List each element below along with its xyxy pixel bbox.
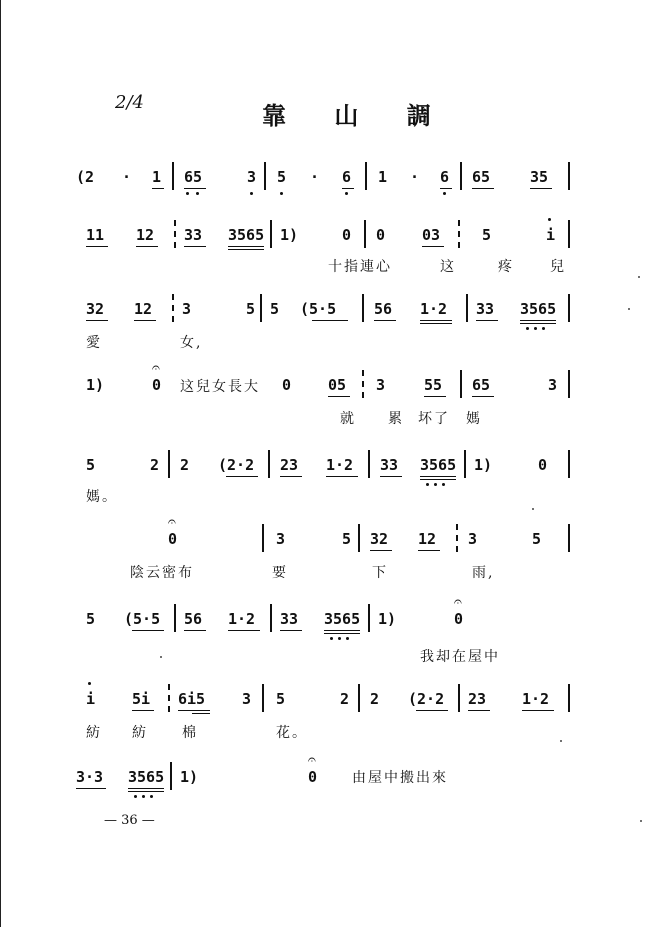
page-title: 靠 山 調 bbox=[262, 101, 451, 130]
barline bbox=[362, 370, 364, 398]
note: 3565 bbox=[520, 300, 557, 318]
note: 2 bbox=[180, 456, 190, 474]
lyric: 要 bbox=[272, 565, 288, 581]
note: 55 bbox=[424, 376, 443, 394]
barline bbox=[170, 762, 172, 790]
lyric: 棉 bbox=[182, 725, 198, 741]
time-signature: 2/4 bbox=[115, 92, 144, 113]
barline bbox=[172, 162, 174, 190]
note: (2·2 bbox=[218, 456, 255, 474]
barline bbox=[568, 162, 570, 190]
lyric: 下 bbox=[372, 565, 388, 581]
lyric: 陰云密布 bbox=[130, 565, 194, 581]
barline bbox=[358, 524, 360, 552]
note: 5 bbox=[532, 530, 542, 548]
barline bbox=[174, 220, 176, 248]
note: 6i5 bbox=[178, 690, 206, 708]
note: 3 bbox=[182, 300, 192, 318]
note: 3565 bbox=[420, 456, 457, 474]
note: i bbox=[86, 690, 96, 708]
note: 12 bbox=[136, 226, 155, 244]
barline bbox=[172, 294, 174, 322]
barline bbox=[464, 450, 466, 478]
notation-line-5 bbox=[72, 456, 572, 488]
note: 5 bbox=[482, 226, 492, 244]
barline bbox=[365, 162, 367, 190]
lyric: 坏了 bbox=[418, 411, 450, 427]
barline bbox=[568, 684, 570, 712]
notation-line-1 bbox=[72, 168, 572, 200]
note: (2 bbox=[76, 168, 95, 186]
note: 6 bbox=[342, 168, 352, 186]
note: 1) bbox=[474, 456, 493, 474]
lyric: 累 bbox=[388, 411, 404, 427]
note: 3 bbox=[247, 168, 257, 186]
note: 3 bbox=[468, 530, 478, 548]
note: 3 bbox=[548, 376, 558, 394]
note: · bbox=[410, 168, 420, 186]
lyric: 媽 bbox=[466, 411, 482, 427]
barline bbox=[268, 450, 270, 478]
note: 6 bbox=[440, 168, 450, 186]
note: (5·5 bbox=[124, 610, 161, 628]
barline bbox=[456, 524, 458, 552]
lyric: 疼 bbox=[498, 259, 514, 275]
note: 5 bbox=[276, 690, 286, 708]
note: 3 bbox=[276, 530, 286, 548]
fermata-icon: 𝄐 bbox=[454, 594, 462, 610]
notation-line-3 bbox=[72, 300, 572, 332]
lyric: 愛 bbox=[86, 335, 102, 351]
note: 1) bbox=[378, 610, 397, 628]
lyric: 就 bbox=[340, 411, 356, 427]
note: 05 bbox=[328, 376, 347, 394]
note: 5i bbox=[132, 690, 151, 708]
barline bbox=[260, 294, 262, 322]
note: 32 bbox=[370, 530, 389, 548]
note: 33 bbox=[380, 456, 399, 474]
note: 56 bbox=[374, 300, 393, 318]
notation-line-7 bbox=[72, 594, 572, 642]
note: 3 bbox=[376, 376, 386, 394]
note: 56 bbox=[184, 610, 203, 628]
note: 0 bbox=[168, 530, 178, 548]
note: 5 bbox=[246, 300, 256, 318]
lyric: 这 bbox=[440, 259, 456, 275]
barline bbox=[368, 604, 370, 632]
lyric: 由屋中搬出來 bbox=[352, 770, 448, 786]
note: 0 bbox=[342, 226, 352, 244]
note: 12 bbox=[134, 300, 153, 318]
lyric-inline: 这兒女長大 bbox=[180, 379, 260, 395]
note: 0 bbox=[538, 456, 548, 474]
notation-line-4 bbox=[72, 360, 572, 408]
note: (2·2 bbox=[408, 690, 445, 708]
barline bbox=[568, 294, 570, 322]
note: 1) bbox=[280, 226, 299, 244]
note: 03 bbox=[422, 226, 441, 244]
note: 1 bbox=[378, 168, 388, 186]
note: 65 bbox=[472, 376, 491, 394]
note: 5 bbox=[342, 530, 352, 548]
note: 2 bbox=[340, 690, 350, 708]
note: 5 bbox=[277, 168, 287, 186]
note: · bbox=[122, 168, 132, 186]
note: 1) bbox=[86, 376, 105, 394]
note: 3 bbox=[242, 690, 252, 708]
fermata-icon: 𝄐 bbox=[168, 514, 176, 530]
note: 0 bbox=[308, 768, 318, 786]
page-number: — 36 — bbox=[104, 813, 155, 828]
note: 3565 bbox=[228, 226, 265, 244]
note: 0 bbox=[152, 376, 162, 394]
barline bbox=[460, 162, 462, 190]
note: 0 bbox=[282, 376, 292, 394]
note: 1) bbox=[180, 768, 199, 786]
note: 2 bbox=[370, 690, 380, 708]
note: 33 bbox=[280, 610, 299, 628]
fermata-icon: 𝄐 bbox=[152, 360, 160, 376]
page-edge bbox=[0, 0, 1, 927]
notation-line-9 bbox=[72, 752, 572, 800]
note: (5·5 bbox=[300, 300, 337, 318]
note: · bbox=[310, 168, 320, 186]
note: 1·2 bbox=[228, 610, 256, 628]
note: i bbox=[546, 226, 556, 244]
barline bbox=[458, 684, 460, 712]
barline bbox=[364, 220, 366, 248]
note: 1·2 bbox=[522, 690, 550, 708]
note: 5 bbox=[86, 456, 96, 474]
note: 23 bbox=[468, 690, 487, 708]
barline bbox=[458, 220, 460, 248]
note: 0 bbox=[376, 226, 386, 244]
barline bbox=[568, 524, 570, 552]
barline bbox=[368, 450, 370, 478]
fermata-icon: 𝄐 bbox=[308, 752, 316, 768]
note: 3·3 bbox=[76, 768, 104, 786]
lyric: 兒 bbox=[550, 259, 566, 275]
note: 1·2 bbox=[420, 300, 448, 318]
barline bbox=[262, 524, 264, 552]
lyric: 媽。 bbox=[86, 489, 118, 505]
lyric: 雨, bbox=[472, 565, 495, 581]
lyric: 我却在屋中 bbox=[420, 649, 500, 665]
lyric: 女, bbox=[180, 335, 203, 351]
note: 32 bbox=[86, 300, 105, 318]
note: 11 bbox=[86, 226, 105, 244]
barline bbox=[568, 220, 570, 248]
notation-line-2 bbox=[72, 226, 572, 258]
note: 1 bbox=[152, 168, 162, 186]
note: 5 bbox=[270, 300, 280, 318]
note: 3565 bbox=[128, 768, 165, 786]
barline bbox=[262, 684, 264, 712]
note: 3565 bbox=[324, 610, 361, 628]
note: 1·2 bbox=[326, 456, 354, 474]
note: 65 bbox=[472, 168, 491, 186]
note: 35 bbox=[530, 168, 549, 186]
note: 33 bbox=[476, 300, 495, 318]
note: 65 bbox=[184, 168, 203, 186]
note: 33 bbox=[184, 226, 203, 244]
barline bbox=[264, 162, 266, 190]
barline bbox=[362, 294, 364, 322]
note: 23 bbox=[280, 456, 299, 474]
barline bbox=[466, 294, 468, 322]
barline bbox=[270, 604, 272, 632]
note: 12 bbox=[418, 530, 437, 548]
barline bbox=[460, 370, 462, 398]
lyric: 花。 bbox=[276, 725, 308, 741]
barline bbox=[358, 684, 360, 712]
lyric: 十指連心 bbox=[328, 259, 392, 275]
barline bbox=[568, 450, 570, 478]
barline bbox=[168, 450, 170, 478]
note: 2 bbox=[150, 456, 160, 474]
barline bbox=[270, 220, 272, 248]
barline bbox=[568, 370, 570, 398]
barline bbox=[168, 684, 170, 712]
note: 0 bbox=[454, 610, 464, 628]
note: 5 bbox=[86, 610, 96, 628]
notation-line-6 bbox=[72, 514, 572, 562]
lyric: 紡 bbox=[86, 725, 102, 741]
notation-line-8 bbox=[72, 690, 572, 722]
barline bbox=[174, 604, 176, 632]
lyric: 紡 bbox=[132, 725, 148, 741]
